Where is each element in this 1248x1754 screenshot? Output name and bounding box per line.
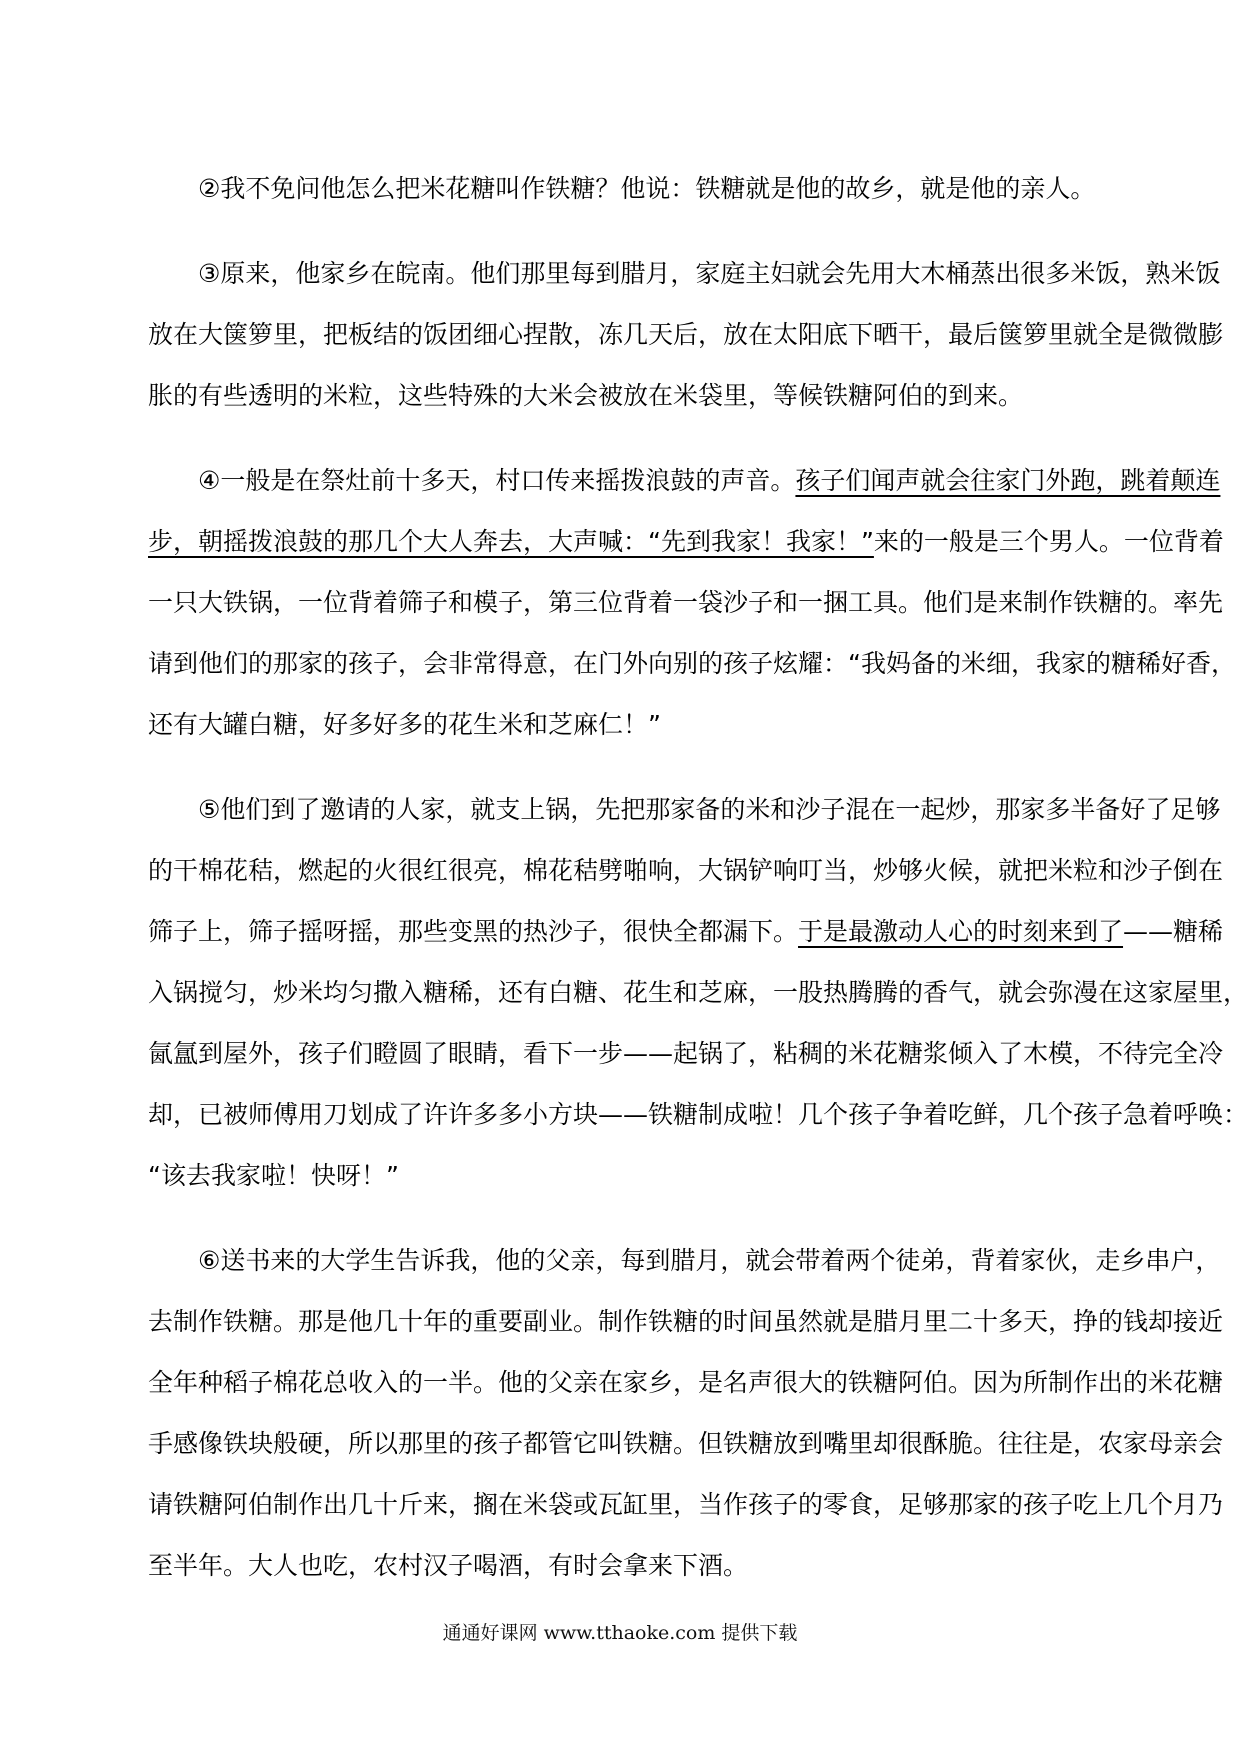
- paragraph-4-line-1: [148, 450, 1221, 511]
- paragraph-2-line-1: ②我不免问他怎么把米花糖叫作铁糖？他说：铁糖就是他的故乡，就是他的亲人。: [198, 174, 1096, 203]
- underlined-sentence: 步，朝摇拨浪鼓的那几个大人奔去，大声喊：“先到我家！我家！”: [148, 527, 874, 556]
- paragraph-gap: [148, 1206, 1100, 1230]
- paragraph-5-line-4: 入锅搅匀，炒米均匀撒入糖稀，还有白糖、花生和芝麻，一股热腾腾的香气，就会弥漫在这家屋里，: [148, 978, 1248, 1007]
- paragraph-gap: [148, 219, 1100, 243]
- paragraph-gap: [148, 755, 1100, 779]
- underlined-sentence: 孩子们闻声就会往家门外跑，跳着颠连: [795, 466, 1221, 495]
- paragraph-6-line-2: 去制作铁糖。那是他几十年的重要副业。制作铁糖的时间虽然就是腊月里二十多天，挣的钱却接近: [148, 1307, 1224, 1336]
- paragraph-3-line-3: 胀的有些透明的米粒，这些特殊的大米会被放在米袋里，等候铁糖阿伯的到来。: [148, 381, 1024, 410]
- underlined-sentence: 于是最激动人心的时刻来到了: [798, 917, 1124, 946]
- paragraph-5-line-6: 却，已被师傅用刀划成了许许多多小方块——铁糖制成啦！几个孩子争着吃鲜，几个孩子急着呼唤：: [148, 1100, 1248, 1129]
- paragraph-4-line-2: [148, 511, 1224, 572]
- paragraph-5-line-5: 氤氲到屋外，孩子们瞪圆了眼睛，看下一步——起锅了，粘稠的米花糖浆倾入了木模，不待完全冷: [148, 1039, 1224, 1068]
- paragraph-6-line-1: ⑥送书来的大学生告诉我，他的父亲，每到腊月，就会带着两个徒弟，背着家伙，走乡串户，: [198, 1246, 1221, 1275]
- paragraph-gap: [148, 426, 1100, 450]
- paragraph-6-line-4: 手感像铁块般硬，所以那里的孩子都管它叫铁糖。但铁糖放到嘴里却很酥脆。往往是，农家母亲会: [148, 1429, 1224, 1458]
- paragraph-5-line-2: 的干棉花秸，燃起的火很红很亮，棉花秸劈啪响，大锅铲响叮当，炒够火候，就把米粒和沙子倒在: [148, 856, 1224, 885]
- paragraph-3-line-2: 放在大箧箩里，把板结的饭团细心捏散，冻几天后，放在太阳底下晒干，最后箧箩里就全是微微膨: [148, 320, 1224, 349]
- paragraph-4-line-5: 还有大罐白糖，好多好多的花生米和芝麻仁！”: [148, 710, 661, 739]
- paragraph-6-line-6: 至半年。大人也吃，农村汉子喝酒，有时会拿来下酒。: [148, 1551, 749, 1580]
- paragraph-5-text: 筛子上，筛子摇呀摇，那些变黑的热沙子，很快全都漏下。: [148, 917, 799, 946]
- paragraph-5-line-1: ⑤他们到了邀请的人家，就支上锅，先把那家备的米和沙子混在一起炒，那家多半备好了足够: [198, 795, 1221, 824]
- paragraph-5-line-7: “该去我家啦！快呀！”: [148, 1161, 399, 1190]
- paragraph-4-line-4: 请到他们的那家的孩子，会非常得意，在门外向别的孩子炫耀：“我妈备的米细，我家的糖稀好香，: [148, 649, 1236, 678]
- paragraph-6-line-3: 全年种稻子棉花总收入的一半。他的父亲在家乡，是名声很大的铁糖阿伯。因为所制作出的米花糖: [148, 1368, 1224, 1397]
- page-footer: 通通好课网 www.tthaoke.com 提供下载: [442, 1622, 798, 1644]
- paragraph-4-line-3: 一只大铁锅，一位背着筛子和模子，第三位背着一袋沙子和一捆工具。他们是来制作铁糖的。率先: [148, 588, 1224, 617]
- paragraph-6-line-5: 请铁糖阿伯制作出几十斤来，搁在米袋或瓦缸里，当作孩子的零食，足够那家的孩子吃上几个月乃: [148, 1490, 1224, 1519]
- paragraph-4-text: ④一般是在祭灶前十多天，村口传来摇拨浪鼓的声音。: [198, 466, 796, 495]
- paragraph-4-text: 来的一般是三个男人。一位背着: [873, 527, 1224, 556]
- article-body: [148, 158, 1248, 1596]
- paragraph-5-line-3: [148, 901, 1224, 962]
- paragraph-3-line-1: ③原来，他家乡在皖南。他们那里每到腊月，家庭主妇就会先用大木桶蒸出很多米饭，熟米饭: [198, 259, 1221, 288]
- paragraph-5-text: ——糖稀: [1123, 917, 1224, 946]
